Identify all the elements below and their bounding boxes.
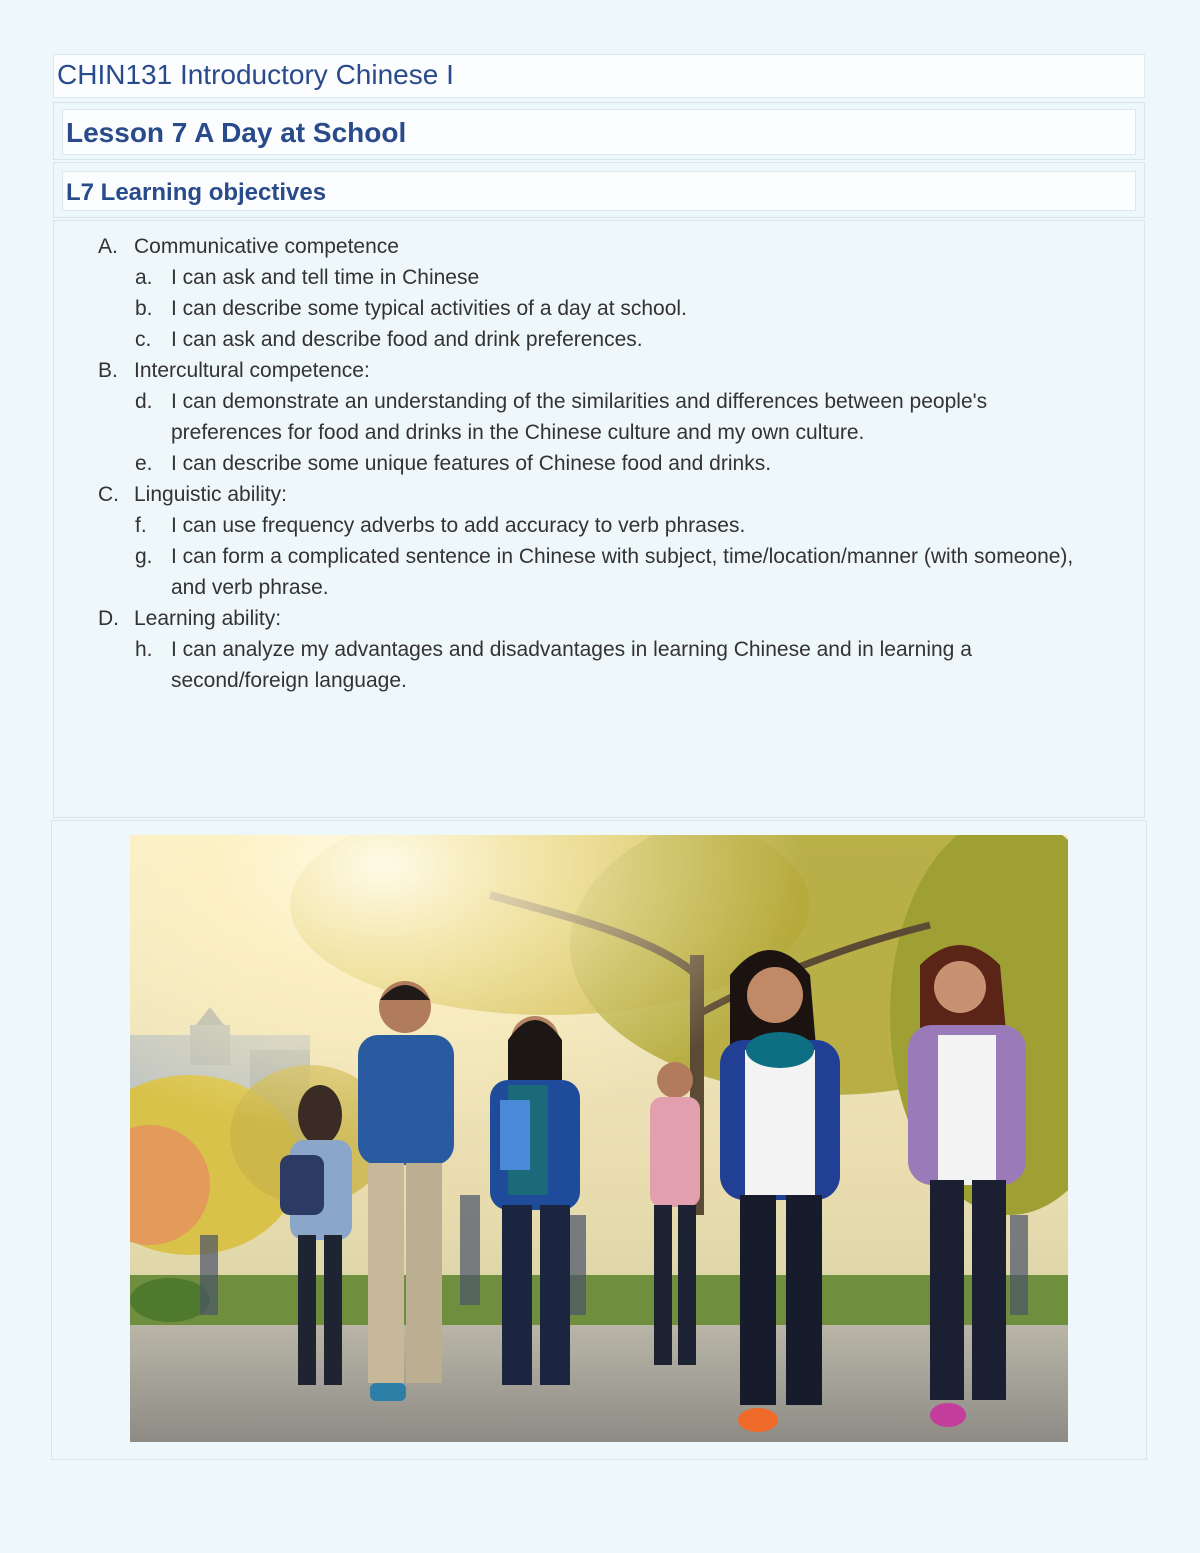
objective-item-text: I can describe some unique features of Chinese food and drinks. xyxy=(171,452,772,475)
objective-item-h xyxy=(54,634,1086,696)
objective-item-text: I can ask and describe food and drink preferences. xyxy=(171,328,643,351)
objective-item-text: I can describe some typical activities of a day at school. xyxy=(171,297,687,320)
objectives-list xyxy=(54,231,1146,696)
objective-category-d xyxy=(54,603,1146,634)
objective-category-text: Learning ability: xyxy=(134,607,282,630)
list-marker: d. xyxy=(135,390,153,413)
students-walking-photo xyxy=(130,835,1068,1442)
lesson-title: Lesson 7 A Day at School xyxy=(66,117,407,148)
objective-category-c xyxy=(54,479,1146,510)
list-marker: a. xyxy=(135,266,153,289)
objective-item-text: I can analyze my advantages and disadvantages in learning Chinese and in learning a second/foreign language. xyxy=(171,638,972,692)
lesson-title-box xyxy=(62,109,1136,155)
list-marker: B. xyxy=(98,359,118,382)
objective-category-text: Communicative competence xyxy=(134,235,399,258)
objectives-heading-section xyxy=(53,162,1145,218)
objective-item-text: I can use frequency adverbs to add accuracy to verb phrases. xyxy=(171,514,746,537)
objectives-heading-box xyxy=(62,171,1136,211)
objective-item-c xyxy=(54,324,1086,355)
list-marker: c. xyxy=(135,328,152,351)
objective-category-a xyxy=(54,231,1146,262)
objective-category-text: Linguistic ability: xyxy=(134,483,287,506)
objective-category-b xyxy=(54,355,1146,386)
objective-item-d xyxy=(54,386,1086,448)
objective-item-g xyxy=(54,541,1086,603)
list-marker: A. xyxy=(98,235,118,258)
lesson-title-section xyxy=(53,102,1145,160)
objective-item-text: I can demonstrate an understanding of the similarities and differences between people's preferences for food and drinks in the Chinese culture and my own culture. xyxy=(171,390,988,444)
course-title: CHIN131 Introductory Chinese I xyxy=(57,59,454,90)
objectives-heading: L7 Learning objectives xyxy=(66,179,327,206)
objective-item-text: I can ask and tell time in Chinese xyxy=(171,266,480,289)
objective-item-a xyxy=(54,262,1086,293)
objectives-section xyxy=(53,220,1145,818)
student-man xyxy=(358,981,454,1401)
objective-item-b xyxy=(54,293,1086,324)
objective-category-text: Intercultural competence: xyxy=(134,359,370,382)
objective-item-f xyxy=(54,510,1086,541)
image-section xyxy=(51,820,1147,1460)
list-marker: b. xyxy=(135,297,153,320)
list-marker: h. xyxy=(135,638,153,661)
objective-item-text: I can form a complicated sentence in Chinese with subject, time/location/manner (with someone), and verb phrase. xyxy=(171,545,1074,599)
list-marker: D. xyxy=(98,607,119,630)
course-title-box xyxy=(53,54,1145,98)
list-marker: g. xyxy=(135,545,153,568)
list-marker: e. xyxy=(135,452,153,475)
list-marker: f. xyxy=(135,514,147,537)
list-marker: C. xyxy=(98,483,119,506)
objective-item-e xyxy=(54,448,1086,479)
